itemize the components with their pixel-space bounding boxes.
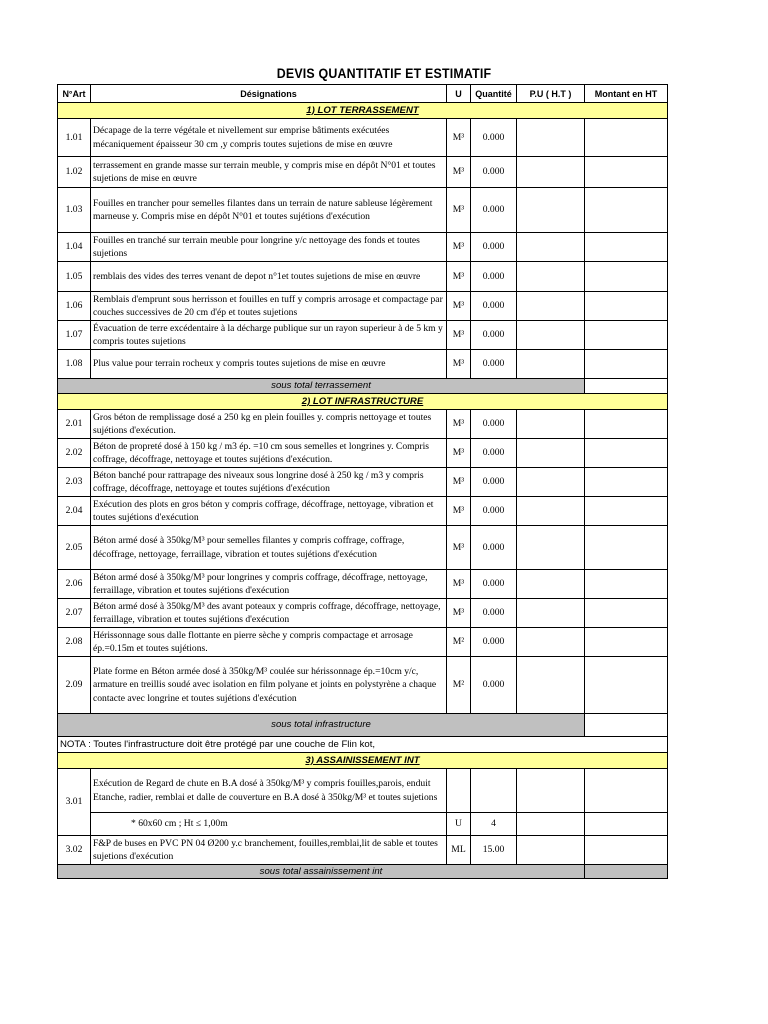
item-amount bbox=[585, 526, 668, 570]
item-number: 2.05 bbox=[58, 526, 91, 570]
item-designation: Remblais d'emprunt sous herrisson et fouilles en tuff y compris arrosage et compactage par couches successives de 20 cm d'ép et toutes sujetions bbox=[91, 292, 447, 321]
header-designation: Désignations bbox=[91, 85, 447, 103]
item-unit-price bbox=[517, 350, 585, 379]
item-amount bbox=[585, 769, 668, 813]
item-number: 2.09 bbox=[58, 657, 91, 714]
item-unit-price bbox=[517, 157, 585, 188]
item-number: 1.08 bbox=[58, 350, 91, 379]
item-designation: Béton banché pour rattrapage des niveaux sous longrine dosé à 250 kg / m3 y compris coffrage, décoffrage, nettoyage et toutes sujétions d'exécution bbox=[91, 468, 447, 497]
item-designation: Gros béton de remplissage dosé a 250 kg en plein fouilles y. compris nettoyage et toutes sujétions d'exécution. bbox=[91, 410, 447, 439]
lot-header-row bbox=[58, 103, 668, 119]
lot-header-row bbox=[58, 394, 668, 410]
table-row bbox=[58, 350, 668, 379]
item-quantity: 0.000 bbox=[471, 188, 517, 233]
item-quantity: 0.000 bbox=[471, 262, 517, 292]
item-designation: F&P de buses en PVC PN 04 Ø200 y.c branchement, fouilles,remblai,lit de sable et toutes sujetions d'exécution bbox=[91, 836, 447, 865]
item-unit: M³ bbox=[447, 439, 471, 468]
item-quantity: 4 bbox=[471, 813, 517, 836]
item-designation: Plate forme en Béton armée dosé à 350kg/M³ coulée sur hérissonnage ép.=10cm y/c, armature en treillis soudé avec isolation en film polyane et joints en polystyrène a chaque contacte avec longrine et toutes sujétions d'exécution bbox=[91, 657, 447, 714]
item-number: 3.01 bbox=[58, 769, 91, 836]
item-unit: M³ bbox=[447, 468, 471, 497]
lot-header-row bbox=[58, 753, 668, 769]
item-unit-price bbox=[517, 119, 585, 157]
item-unit: M³ bbox=[447, 410, 471, 439]
item-unit-price bbox=[517, 526, 585, 570]
item-unit: M³ bbox=[447, 292, 471, 321]
item-designation: Plus value pour terrain rocheux y compris toutes sujetions de mise en œuvre bbox=[91, 350, 447, 379]
item-amount bbox=[585, 262, 668, 292]
item-designation: Fouilles en trancher pour semelles filantes dans un terrain de nature sableuse légèrement marneuse y. Compris mise en dépôt N°01 et toutes sujétions d'exécution bbox=[91, 188, 447, 233]
item-unit-price bbox=[517, 410, 585, 439]
lot-title: 2) LOT INFRASTRUCTURE bbox=[58, 394, 668, 410]
item-unit: M³ bbox=[447, 570, 471, 599]
item-number: 1.07 bbox=[58, 321, 91, 350]
table-row bbox=[58, 157, 668, 188]
item-amount bbox=[585, 813, 668, 836]
item-quantity: 0.000 bbox=[471, 526, 517, 570]
nota-row bbox=[58, 737, 668, 753]
item-designation: remblais des vides des terres venant de depot n°1et toutes sujetions de mise en œuvre bbox=[91, 262, 447, 292]
table-row bbox=[58, 468, 668, 497]
item-unit bbox=[447, 769, 471, 813]
table-row bbox=[58, 526, 668, 570]
item-unit-price bbox=[517, 497, 585, 526]
item-number: 2.07 bbox=[58, 599, 91, 628]
item-quantity: 0.000 bbox=[471, 439, 517, 468]
table-row bbox=[58, 497, 668, 526]
table-row bbox=[58, 439, 668, 468]
item-unit: M³ bbox=[447, 119, 471, 157]
item-unit: M³ bbox=[447, 526, 471, 570]
item-unit: M³ bbox=[447, 157, 471, 188]
item-unit-price bbox=[517, 292, 585, 321]
item-number: 1.03 bbox=[58, 188, 91, 233]
table-row bbox=[58, 570, 668, 599]
item-number: 1.05 bbox=[58, 262, 91, 292]
item-unit-price bbox=[517, 836, 585, 865]
item-unit: M³ bbox=[447, 497, 471, 526]
item-number: 2.03 bbox=[58, 468, 91, 497]
item-amount bbox=[585, 119, 668, 157]
item-unit-price bbox=[517, 439, 585, 468]
item-quantity: 0.000 bbox=[471, 119, 517, 157]
subtotal-amount bbox=[585, 865, 668, 879]
item-number: 2.01 bbox=[58, 410, 91, 439]
table-row bbox=[58, 836, 668, 865]
table-row bbox=[58, 188, 668, 233]
item-unit-price bbox=[517, 233, 585, 262]
item-number: 1.02 bbox=[58, 157, 91, 188]
item-unit: M³ bbox=[447, 321, 471, 350]
item-quantity: 0.000 bbox=[471, 657, 517, 714]
item-unit: M² bbox=[447, 657, 471, 714]
item-unit-price bbox=[517, 468, 585, 497]
item-number: 1.04 bbox=[58, 233, 91, 262]
item-designation: Exécution de Regard de chute en B.A dosé à 350kg/M³ y compris fouilles,parois, enduit Etanche, radier, remblai et dalle de couverture en B.A dosé à 350kg/M³ et toutes sujetions bbox=[91, 769, 447, 813]
item-unit: M² bbox=[447, 628, 471, 657]
item-designation: Béton armé dosé à 350kg/M³ pour semelles filantes y compris coffrage, coffrage, décoffrage, nettoyage, ferraillage, vibration et toutes sujétions d'exécution bbox=[91, 526, 447, 570]
item-amount bbox=[585, 410, 668, 439]
item-number: 2.04 bbox=[58, 497, 91, 526]
item-quantity: 0.000 bbox=[471, 410, 517, 439]
item-quantity: 0.000 bbox=[471, 570, 517, 599]
subtotal-label: sous total terrassement bbox=[58, 379, 585, 394]
header-quantity: Quantité bbox=[471, 85, 517, 103]
item-number: 3.02 bbox=[58, 836, 91, 865]
table-row bbox=[58, 321, 668, 350]
item-amount bbox=[585, 321, 668, 350]
item-quantity: 0.000 bbox=[471, 233, 517, 262]
item-quantity: 0.000 bbox=[471, 292, 517, 321]
item-unit: M³ bbox=[447, 262, 471, 292]
item-quantity: 0.000 bbox=[471, 350, 517, 379]
item-number: 2.08 bbox=[58, 628, 91, 657]
item-quantity: 15.00 bbox=[471, 836, 517, 865]
item-designation: Exécution des plots en gros béton y compris coffrage, décoffrage, nettoyage, vibration et toutes sujétions d'exécution bbox=[91, 497, 447, 526]
item-unit: ML bbox=[447, 836, 471, 865]
item-unit-price bbox=[517, 769, 585, 813]
item-unit: M³ bbox=[447, 188, 471, 233]
item-unit-price bbox=[517, 321, 585, 350]
item-unit-price bbox=[517, 188, 585, 233]
item-unit-price bbox=[517, 628, 585, 657]
item-unit: M³ bbox=[447, 233, 471, 262]
item-quantity: 0.000 bbox=[471, 497, 517, 526]
header-unit: U bbox=[447, 85, 471, 103]
table-row bbox=[58, 262, 668, 292]
item-amount bbox=[585, 628, 668, 657]
item-amount bbox=[585, 439, 668, 468]
item-number: 1.01 bbox=[58, 119, 91, 157]
subtotal-amount bbox=[585, 714, 668, 737]
item-sub-label: * 60x60 cm ; Ht ≤ 1,00m bbox=[91, 813, 447, 836]
table-row bbox=[58, 769, 668, 813]
item-amount bbox=[585, 570, 668, 599]
subtotal-row bbox=[58, 865, 668, 879]
item-unit: U bbox=[447, 813, 471, 836]
item-quantity: 0.000 bbox=[471, 157, 517, 188]
page-title: DEVIS QUANTITATIF ET ESTIMATIF bbox=[276, 66, 492, 81]
item-designation: Évacuation de terre excédentaire à la décharge publique sur un rayon superieur à de 5 km y compris toutes sujetions bbox=[91, 321, 447, 350]
lot-title: 3) ASSAINISSEMENT INT bbox=[58, 753, 668, 769]
subtotal-row bbox=[58, 379, 668, 394]
header-amount: Montant en HT bbox=[585, 85, 668, 103]
item-amount bbox=[585, 157, 668, 188]
table-row bbox=[58, 657, 668, 714]
item-amount bbox=[585, 188, 668, 233]
item-amount bbox=[585, 836, 668, 865]
header-unit-price: P.U ( H.T ) bbox=[517, 85, 585, 103]
item-amount bbox=[585, 497, 668, 526]
item-unit-price bbox=[517, 599, 585, 628]
table-row bbox=[58, 292, 668, 321]
item-designation: terrassement en grande masse sur terrain meuble, y compris mise en dépôt N°01 et toutes sujetions de mise en œuvre bbox=[91, 157, 447, 188]
item-designation: Décapage de la terre végétale et nivellement sur emprise bâtiments exécutées mécaniquement épaisseur 30 cm ,y compris toutes sujetions de mise en œuvre bbox=[91, 119, 447, 157]
item-unit: M³ bbox=[447, 599, 471, 628]
nota-text: NOTA : Toutes l'infrastructure doit être protégé par une couche de Flin kot, bbox=[58, 737, 668, 753]
item-designation: Béton armé dosé à 350kg/M³ des avant poteaux y compris coffrage, décoffrage, nettoyage, ferraillage, vibration et toutes sujétions d'exécution bbox=[91, 599, 447, 628]
table-row bbox=[58, 599, 668, 628]
subtotal-amount bbox=[585, 379, 668, 394]
table-row bbox=[58, 119, 668, 157]
item-quantity: 0.000 bbox=[471, 599, 517, 628]
item-amount bbox=[585, 350, 668, 379]
item-number: 1.06 bbox=[58, 292, 91, 321]
subtotal-label: sous total assainissement int bbox=[58, 865, 585, 879]
item-unit-price bbox=[517, 657, 585, 714]
table-header-row bbox=[58, 85, 668, 103]
table-row bbox=[58, 628, 668, 657]
item-quantity: 0.000 bbox=[471, 628, 517, 657]
item-quantity: 0.000 bbox=[471, 321, 517, 350]
subtotal-label: sous total infrastructure bbox=[58, 714, 585, 737]
item-quantity bbox=[471, 769, 517, 813]
item-amount bbox=[585, 292, 668, 321]
item-quantity: 0.000 bbox=[471, 468, 517, 497]
item-amount bbox=[585, 468, 668, 497]
table-row bbox=[58, 813, 668, 836]
item-amount bbox=[585, 233, 668, 262]
item-designation: Béton armé dosé à 350kg/M³ pour longrines y compris coffrage, décoffrage, nettoyage, ferraillage, vibration et toutes sujétions d'exécution bbox=[91, 570, 447, 599]
lot-title: 1) LOT TERRASSEMENT bbox=[58, 103, 668, 119]
item-amount bbox=[585, 599, 668, 628]
subtotal-row bbox=[58, 714, 668, 737]
item-designation: Fouilles en tranché sur terrain meuble pour longrine y/c nettoyage des fonds et toutes sujetions bbox=[91, 233, 447, 262]
header-art: N°Art bbox=[58, 85, 91, 103]
item-unit-price bbox=[517, 262, 585, 292]
item-amount bbox=[585, 657, 668, 714]
item-number: 2.02 bbox=[58, 439, 91, 468]
table-row bbox=[58, 233, 668, 262]
item-designation: Béton de propreté dosé à 150 kg / m3 ép. =10 cm sous semelles et longrines y. Compris coffrage, décoffrage, nettoyage et toutes sujétions d'exécution. bbox=[91, 439, 447, 468]
item-unit-price bbox=[517, 570, 585, 599]
item-unit-price bbox=[517, 813, 585, 836]
item-number: 2.06 bbox=[58, 570, 91, 599]
item-unit: M³ bbox=[447, 350, 471, 379]
quantity-estimate-table bbox=[57, 84, 668, 879]
item-designation: Hérissonnage sous dalle flottante en pierre sèche y compris compactage et arrosage ép.=0.15m et toutes sujétions. bbox=[91, 628, 447, 657]
table-row bbox=[58, 410, 668, 439]
